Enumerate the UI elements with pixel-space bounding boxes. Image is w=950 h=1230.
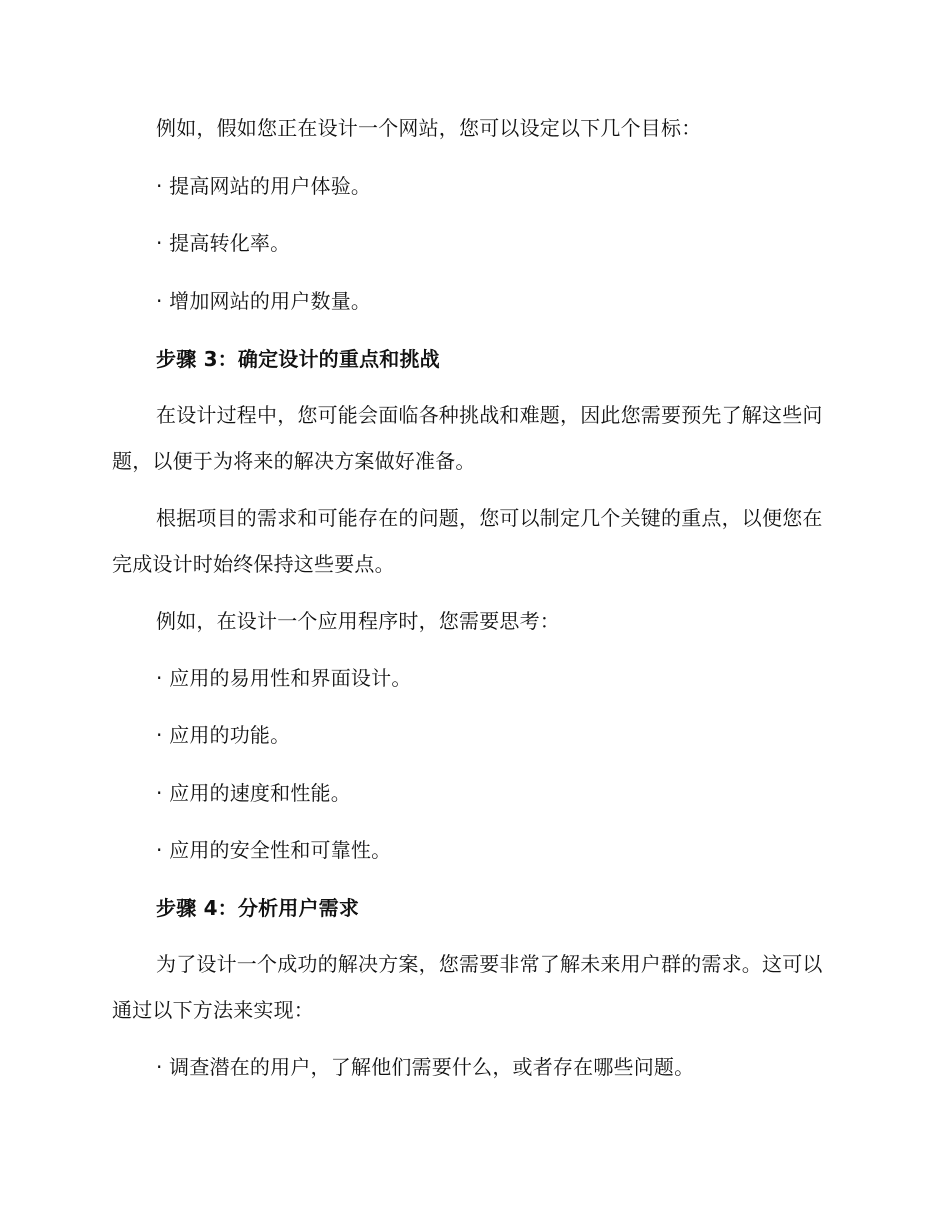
goal-item-1: · 提高网站的用户体验。 (156, 174, 372, 198)
step3-paragraph-2: 根据项目的需求和可能存在的问题，您可以制定几个关键的重点，以便您在完成设计时始终保持这些要点。 (112, 506, 823, 576)
step3-item-3: · 应用的速度和性能。 (156, 781, 351, 805)
step4-heading: 步骤 4：分析用户需求 (156, 896, 360, 920)
step3-item-4: · 应用的安全性和可靠性。 (156, 838, 392, 862)
step4-paragraph-1: 为了设计一个成功的解决方案，您需要非常了解未来用户群的需求。这可以通过以下方法来实现： (112, 952, 823, 1022)
step3-paragraph-1: 在设计过程中，您可能会面临各种挑战和难题，因此您需要预先了解这些问题，以便于为将来的解决方案做好准备。 (112, 403, 823, 473)
step4-item-1: · 调查潜在的用户，了解他们需要什么，或者存在哪些问题。 (156, 1055, 695, 1079)
step3-heading: 步骤 3：确定设计的重点和挑战 (156, 347, 440, 371)
goal-item-2: · 提高转化率。 (156, 231, 291, 255)
step3-item-1: · 应用的易用性和界面设计。 (156, 666, 412, 690)
step3-item-2: · 应用的功能。 (156, 723, 291, 747)
step3-example-text: 例如，在设计一个应用程序时，您需要思考： (156, 609, 560, 633)
goal-item-3: · 增加网站的用户数量。 (156, 289, 372, 313)
intro-example-text: 例如，假如您正在设计一个网站，您可以设定以下几个目标： (156, 116, 702, 140)
